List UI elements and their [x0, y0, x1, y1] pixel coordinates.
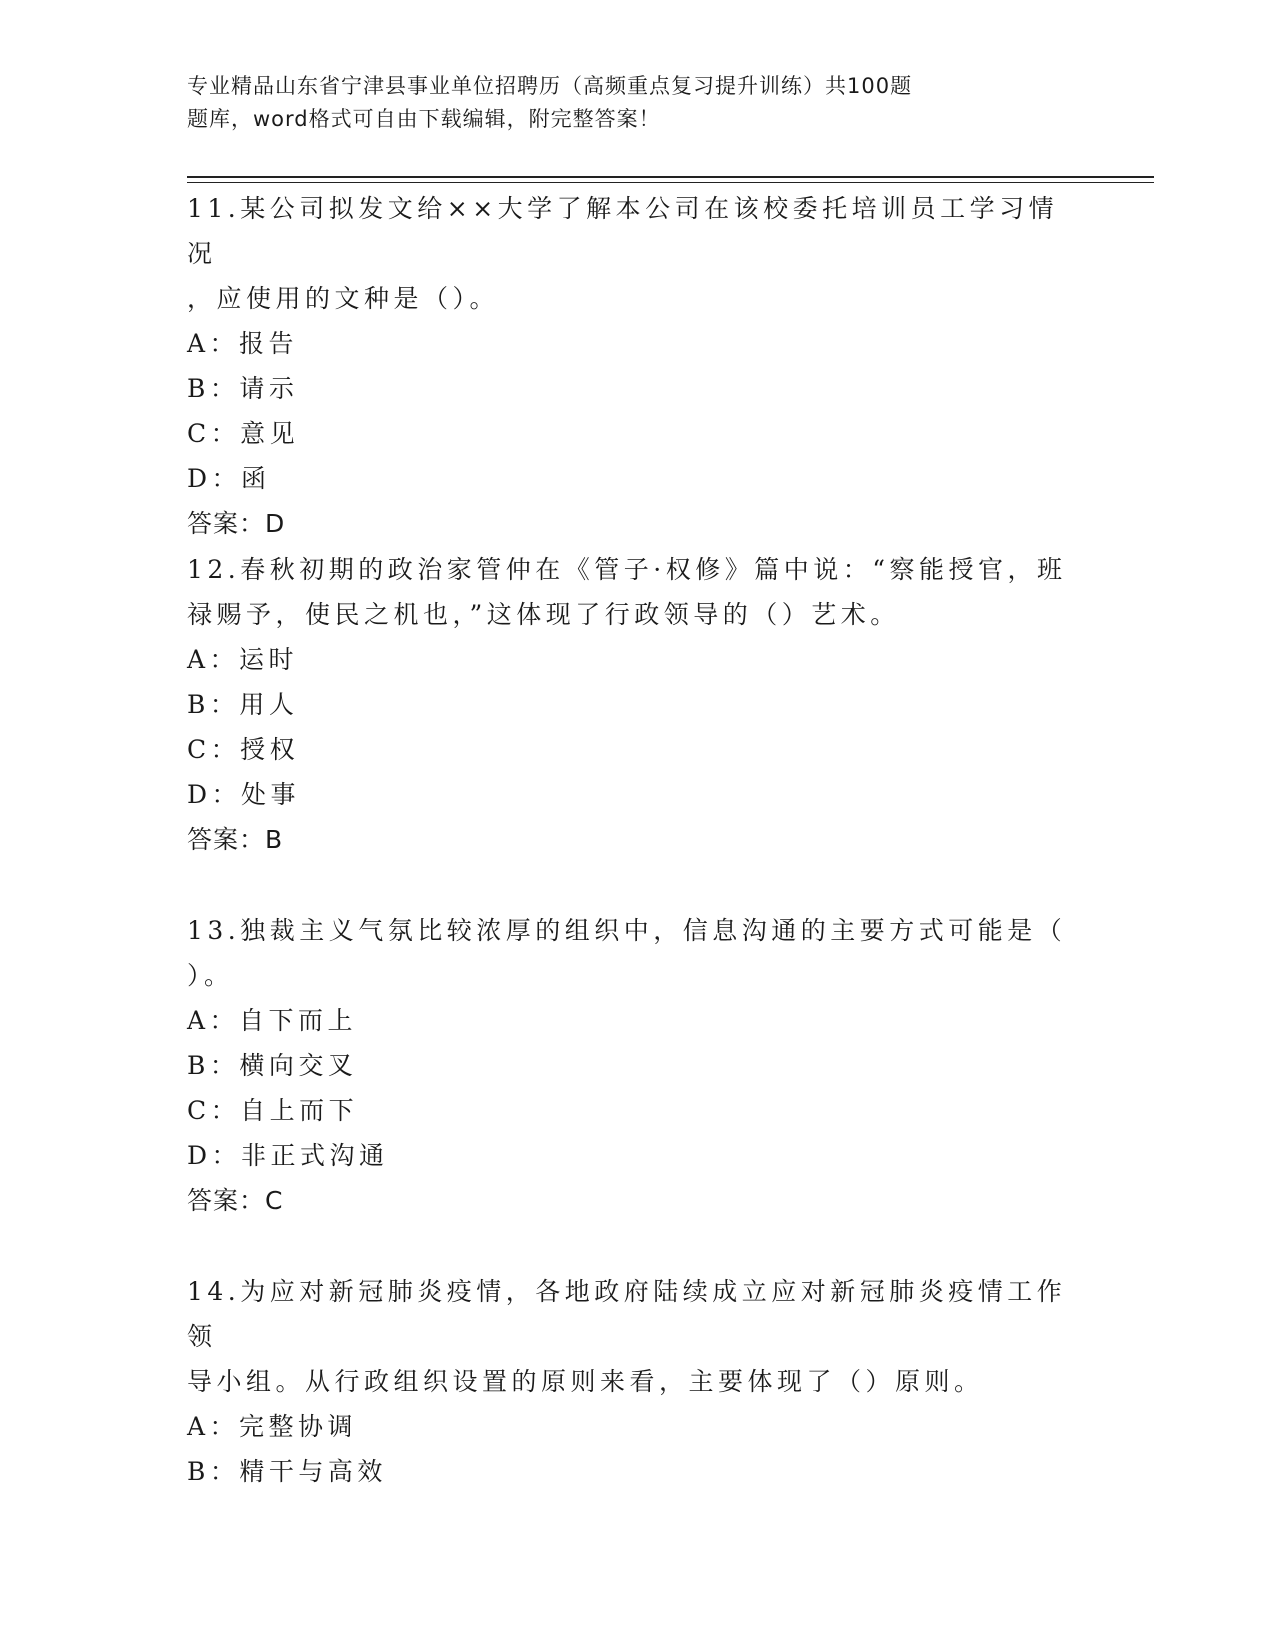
answer-line: 答案：B: [187, 825, 284, 854]
answer-line: 答案：D: [187, 509, 286, 538]
question-13: [187, 908, 1087, 1223]
option-d: D：函: [187, 464, 271, 493]
question-stem-line-1: 11.某公司拟发文给××大学了解本公司在该校委托培训员工学习情况: [187, 194, 1059, 268]
option-a: A：报告: [187, 329, 299, 358]
header-title-line-2: 题库，word格式可自由下载编辑，附完整答案！: [187, 107, 661, 131]
question-11: [187, 186, 1087, 546]
question-stem-line-1: 12.春秋初期的政治家管仲在《管子·权修》篇中说：“察能授官，班: [187, 555, 1067, 584]
question-stem-line-2: ）。: [187, 961, 234, 990]
option-a: A：完整协调: [187, 1412, 358, 1441]
header-rule-thick: [187, 176, 1154, 178]
header-rule-thin: [187, 182, 1154, 183]
option-d: D：处事: [187, 780, 301, 809]
question-stem-line-2: 禄赐予，使民之机也，”这体现了行政领导的（）艺术。: [187, 600, 900, 629]
document-header: [187, 70, 1047, 136]
question-stem-line-1: 13.独裁主义气氛比较浓厚的组织中，信息沟通的主要方式可能是（: [187, 916, 1067, 945]
option-a: A：自下而上: [187, 1006, 358, 1035]
option-b: B：横向交叉: [187, 1051, 358, 1080]
answer-line: 答案：C: [187, 1186, 284, 1215]
option-c: C：意见: [187, 419, 300, 448]
option-b: B：请示: [187, 374, 299, 403]
option-a: A：运时: [187, 645, 299, 674]
option-c: C：授权: [187, 735, 300, 764]
question-stem-line-2: ，应使用的文种是（）。: [187, 284, 500, 313]
option-b: B：用人: [187, 690, 299, 719]
question-14: [187, 1269, 1087, 1494]
header-title-line-1: 专业精品山东省宁津县事业单位招聘历（高频重点复习提升训练）共100题: [187, 74, 913, 98]
option-d: D：非正式沟通: [187, 1141, 389, 1170]
option-b: B：精干与高效: [187, 1457, 387, 1486]
question-12: [187, 547, 1087, 862]
question-stem-line-2: 导小组。从行政组织设置的原则来看，主要体现了（）原则。: [187, 1367, 984, 1396]
option-c: C：自上而下: [187, 1096, 359, 1125]
question-stem-line-1: 14.为应对新冠肺炎疫情，各地政府陆续成立应对新冠肺炎疫情工作领: [187, 1277, 1067, 1351]
